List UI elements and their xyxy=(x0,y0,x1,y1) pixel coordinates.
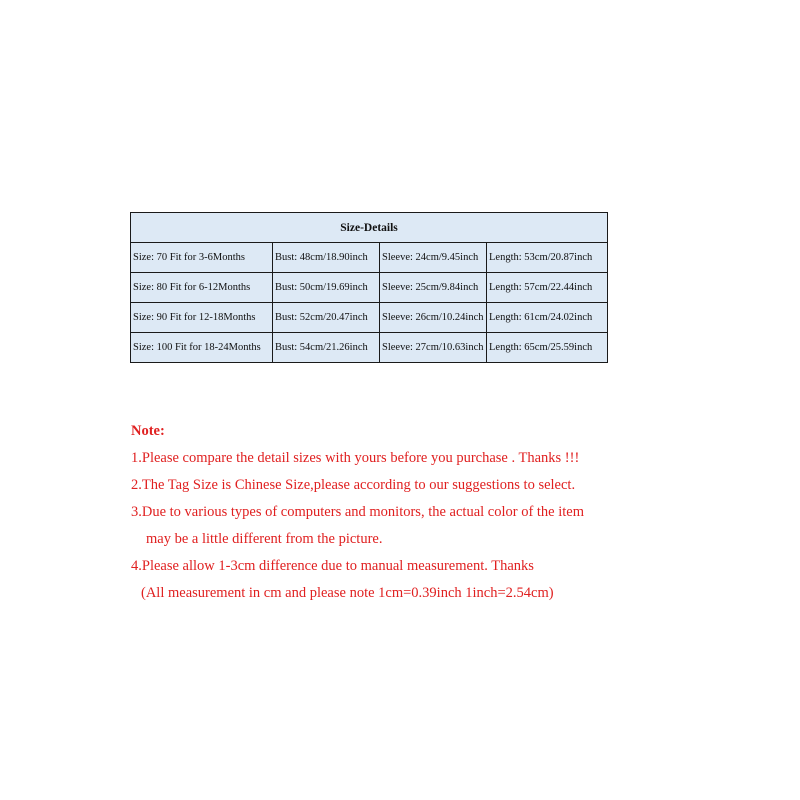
note-line-3: 3.Due to various types of computers and monitors, the actual color of the item xyxy=(131,504,585,520)
length-cell: Length: 57cm/22.44inch xyxy=(487,273,608,303)
note-title: Note: xyxy=(131,423,165,439)
length-cell: Length: 61cm/24.02inch xyxy=(487,303,608,333)
table-header-row xyxy=(131,213,608,243)
size-cell: Size: 100 Fit for 18-24Months xyxy=(131,333,273,363)
note-line-3-continued: may be a little different from the picture. xyxy=(146,531,383,547)
length-cell: Length: 53cm/20.87inch xyxy=(487,243,608,273)
bust-cell: Bust: 48cm/18.90inch xyxy=(273,243,380,273)
table-row xyxy=(131,333,608,363)
bust-cell: Bust: 50cm/19.69inch xyxy=(273,273,380,303)
table-title: Size-Details xyxy=(131,213,608,243)
table-row xyxy=(131,303,608,333)
note-line-2: 2.The Tag Size is Chinese Size,please according to our suggestions to select. xyxy=(131,477,576,493)
bust-cell: Bust: 52cm/20.47inch xyxy=(273,303,380,333)
length-cell: Length: 65cm/25.59inch xyxy=(487,333,608,363)
size-cell: Size: 90 Fit for 12-18Months xyxy=(131,303,273,333)
size-cell: Size: 80 Fit for 6-12Months xyxy=(131,273,273,303)
table-row xyxy=(131,243,608,273)
sleeve-cell: Sleeve: 27cm/10.63inch xyxy=(380,333,487,363)
size-cell: Size: 70 Fit for 3-6Months xyxy=(131,243,273,273)
notes-section xyxy=(131,418,791,607)
sleeve-cell: Sleeve: 26cm/10.24inch xyxy=(380,303,487,333)
note-line-4: 4.Please allow 1-3cm difference due to manual measurement. Thanks xyxy=(131,558,534,574)
bust-cell: Bust: 54cm/21.26inch xyxy=(273,333,380,363)
note-line-4-continued: (All measurement in cm and please note 1cm=0.39inch 1inch=2.54cm) xyxy=(141,585,554,601)
table-row xyxy=(131,273,608,303)
sleeve-cell: Sleeve: 25cm/9.84inch xyxy=(380,273,487,303)
note-line-1: 1.Please compare the detail sizes with yours before you purchase . Thanks !!! xyxy=(131,450,580,466)
size-details-table xyxy=(130,212,608,363)
sleeve-cell: Sleeve: 24cm/9.45inch xyxy=(380,243,487,273)
